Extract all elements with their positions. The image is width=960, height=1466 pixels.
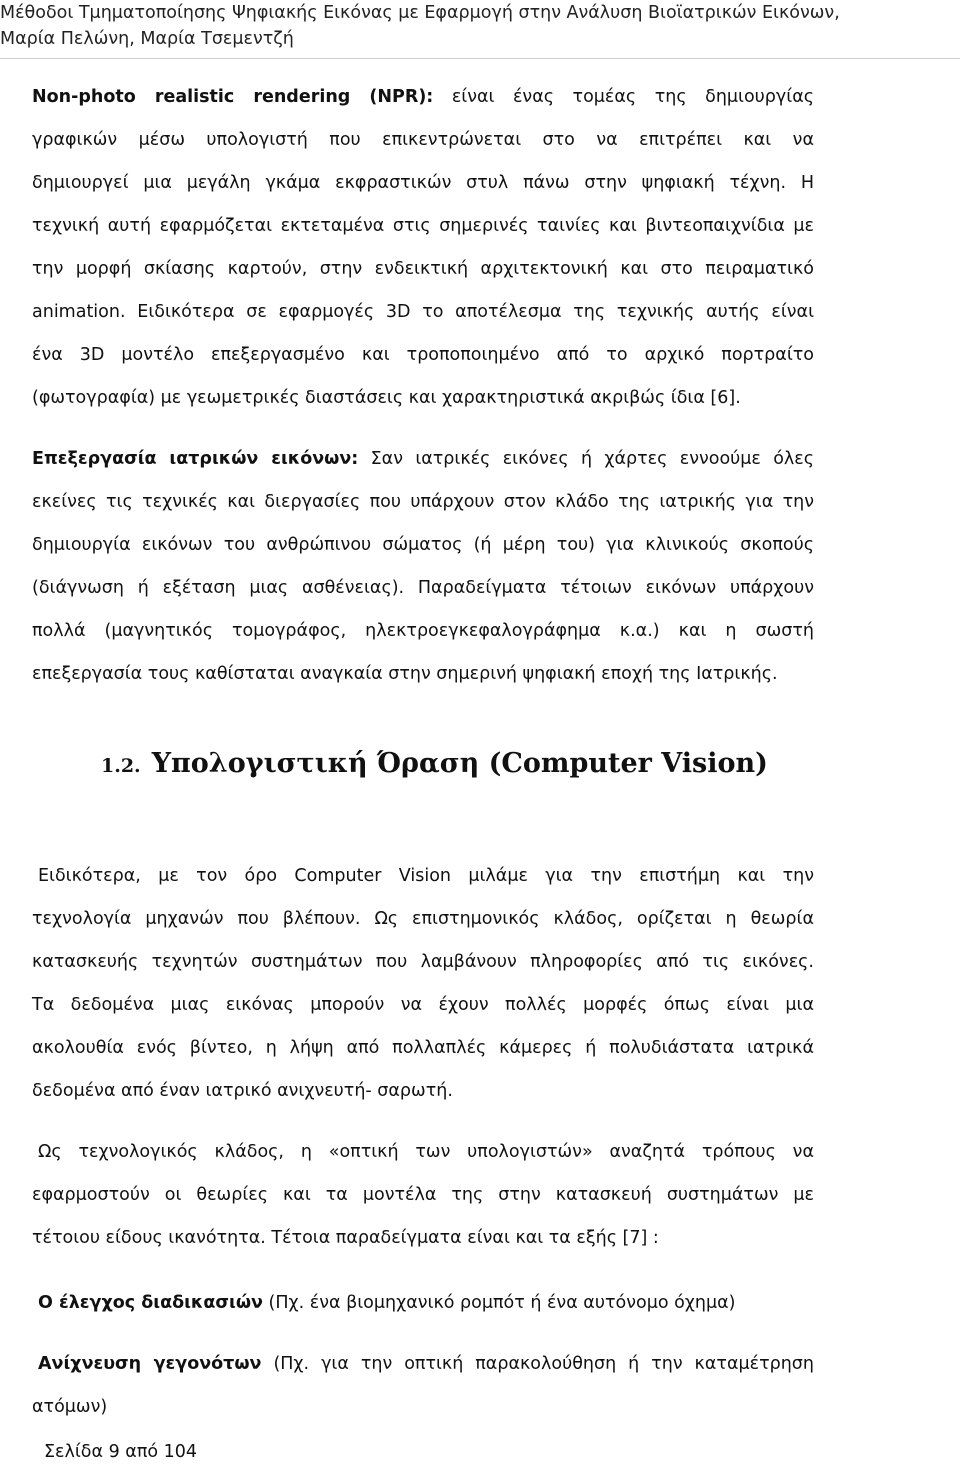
section-title: Υπολογιστική Όραση (Computer Vision) [151, 748, 768, 779]
paragraph-line: τεχνική αυτή εφαρμόζεται εκτεταμένα στις σημερινές ταινίες και βιντεοπαιχνίδια με [32, 216, 814, 236]
paragraph-line [38, 1282, 814, 1325]
medical-term: Επεξεργασία ιατρικών εικόνων: [32, 449, 359, 469]
paragraph-line: γραφικών μέσω υπολογιστή που επικεντρώνεται στο να επιτρέπει και να [32, 130, 814, 150]
cv-paragraph-2 [32, 1131, 814, 1260]
header-authors: Μαρία Πελώνη, Μαρία Τσεμεντζή [0, 29, 294, 49]
list-item [32, 1343, 814, 1429]
running-header [0, 0, 960, 52]
paragraph-line: δημιουργία εικόνων του ανθρώπινου σώματος (ή μέρη του) για κλινικούς σκοπούς [32, 535, 814, 555]
item-text: (Πχ. για την οπτική παρακολούθηση ή την καταμέτρηση [261, 1354, 814, 1374]
paragraph-line: επεξεργασία τους καθίσταται αναγκαία στην σημερινή ψηφιακή εποχή της Ιατρικής. [32, 664, 778, 684]
paragraph-line: Ειδικότερα, με τον όρο Computer Vision μιλάμε για την επιστήμη και την [38, 866, 814, 886]
item-term: Ανίχνευση γεγονότων [38, 1354, 262, 1374]
paragraph-line: ακολουθία ενός βίντεο, η λήψη από πολλαπλές κάμερες ή πολυδιάστατα ιατρικά [32, 1038, 814, 1058]
medical-paragraph [32, 438, 814, 696]
header-title: Μέθοδοι Τμηματοποίησης Ψηφιακής Εικόνας με Εφαρμογή στην Ανάλυση Βιοϊατρικών Εικόνων, [0, 3, 840, 23]
paragraph-line: Ως τεχνολογικός κλάδος, η «οπτική των υπολογιστών» αναζητά τρόπους να [38, 1142, 814, 1162]
paragraph-line: κατασκευής τεχνητών συστημάτων που λαμβάνουν πληροφορίες από τις εικόνες. [32, 952, 814, 972]
paragraph-line: animation. Ειδικότερα σε εφαρμογές 3D το αποτέλεσμα της τεχνικής αυτής είναι [32, 302, 814, 322]
section-heading [101, 748, 768, 779]
list-item [38, 1282, 814, 1325]
paragraph-line [32, 1343, 814, 1386]
paragraph-line: εφαρμοστούν οι θεωρίες και τα μοντέλα της στην κατασκευή συστημάτων με [32, 1185, 814, 1205]
paragraph-line: δεδομένα από έναν ιατρικό ανιχνευτή- σαρωτή. [32, 1081, 453, 1101]
item-term: Ο έλεγχος διαδικασιών [38, 1293, 263, 1313]
paragraph-line: ένα 3D μοντέλο επεξεργασμένο και τροποποιημένο από το αρχικό πορτραίτο [32, 345, 814, 365]
paragraph-line: δημιουργεί μια μεγάλη γκάμα εκφραστικών στυλ πάνω στην ψηφιακή τέχνη. Η [32, 173, 814, 193]
paragraph-line [32, 76, 814, 119]
paragraph-line: την μορφή σκίασης καρτούν, στην ενδεικτική αρχιτεκτονική και στο πειραματικό [32, 259, 814, 279]
section-number: 1.2. [101, 755, 141, 777]
paragraph-line: πολλά (μαγνητικός τομογράφος, ηλεκτροεγκεφαλογράφημα κ.α.) και η σωστή [32, 621, 814, 641]
paragraph-line: ατόμων) [32, 1397, 108, 1417]
item-text: (Πχ. ένα βιομηχανικό ρομπότ ή ένα αυτόνομο όχημα) [262, 1293, 736, 1313]
npr-term: Non-photo realistic rendering (NPR): [32, 87, 434, 107]
paragraph-line: (διάγνωση ή εξέταση μιας ασθένειας). Παραδείγματα τέτοιων εικόνων υπάρχουν [32, 578, 814, 598]
paragraph-line: εκείνες τις τεχνικές και διεργασίες που υπάρχουν στον κλάδο της ιατρικής για την [32, 492, 814, 512]
paragraph-line: τεχνολογία μηχανών που βλέπουν. Ως επιστημονικός κλάδος, ορίζεται η θεωρία [32, 909, 814, 929]
paragraph-line: Τα δεδομένα μιας εικόνας μπορούν να έχουν πολλές μορφές όπως είναι μια [32, 995, 814, 1015]
page-number: Σελίδα 9 από 104 [44, 1442, 198, 1462]
npr-line1-text: είναι ένας τομέας της δημιουργίας [433, 87, 814, 107]
paragraph-line: (φωτογραφία) με γεωμετρικές διαστάσεις και χαρακτηριστικά ακριβώς ίδια [6]. [32, 388, 741, 408]
paragraph-line [32, 438, 814, 481]
cv-paragraph-1 [32, 855, 814, 1113]
paragraph-line: τέτοιου είδους ικανότητα. Τέτοια παραδείγματα είναι και τα εξής [7] : [32, 1228, 659, 1248]
npr-paragraph [32, 76, 814, 420]
header-divider [0, 58, 960, 59]
medical-line1-text: Σαν ιατρικές εικόνες ή χάρτες εννοούμε όλες [358, 449, 815, 469]
